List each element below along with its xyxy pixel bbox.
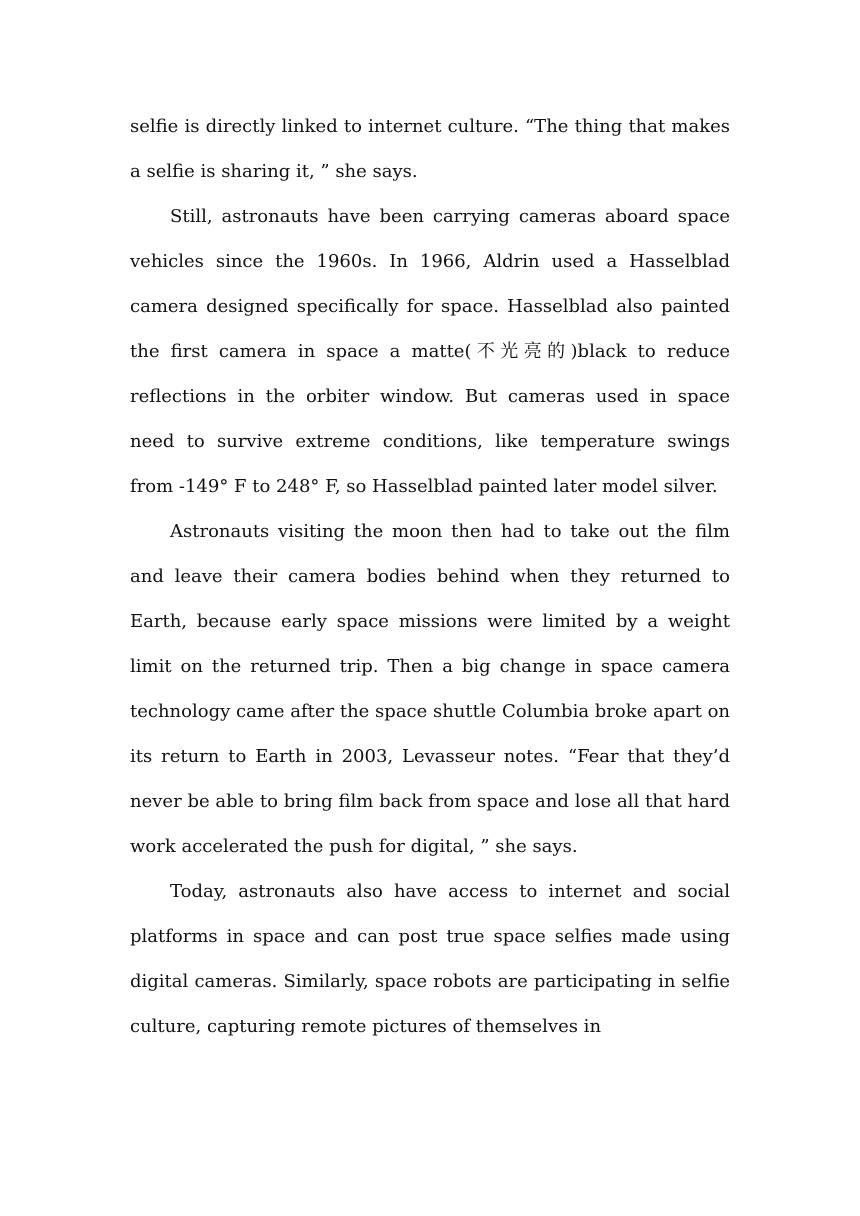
paragraph-today-selfies: Today, astronauts also have access to internet and social platforms in space and can post true space selfies made using digital cameras. Similarly, space robots are participating in selfie culture, capturing remote pictures of themselves in bbox=[130, 881, 730, 1037]
paragraph-moon-film: Astronauts visiting the moon then had to take out the film and leave their camera bodies behind when they returned to Earth, because early space missions were limited by a weight limit on the returned trip. Then a big change in space camera technology came after the space shuttle Columbia broke apart on its return to Earth in 2003, Levasseur notes. “Fear that they’d never be able to bring film back from space and lose all that hard work accelerated the push for digital, ” she says. bbox=[130, 521, 731, 857]
paragraph-continuation: selfie is directly linked to internet culture. “The thing that makes a selfie is sharing it, ” she says. bbox=[130, 116, 730, 182]
paragraph-cameras-aboard: Still, astronauts have been carrying cameras aboard space vehicles since the 1960s. In 1966, Aldrin used a Hasselblad camera designed specifically for space. Hasselblad also painted the first camera in space a matte(不光亮的)black to reduce reflections in the orbiter window. But cameras used in space need to survive extreme conditions, like temperature swings from -149° F to 248° F, so Hasselblad painted later model silver. bbox=[130, 206, 730, 497]
document-body bbox=[130, 104, 730, 1049]
